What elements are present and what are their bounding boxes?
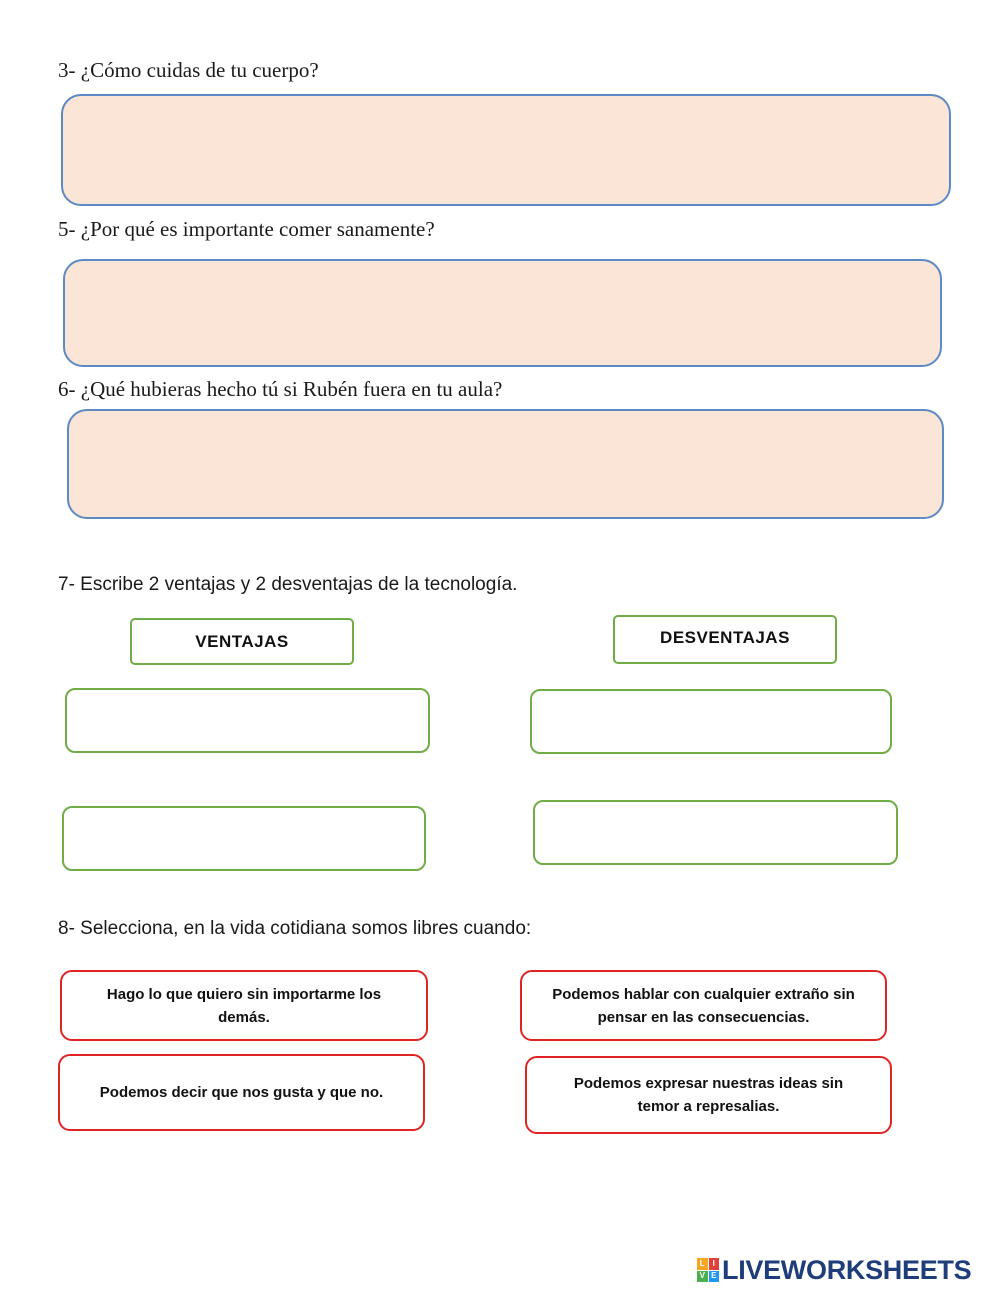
- question-3: 3- ¿Cómo cuidas de tu cuerpo?: [58, 58, 319, 82]
- logo-letter-v: V: [697, 1271, 708, 1283]
- question-5: 5- ¿Por qué es importante comer sanamente?: [58, 217, 435, 241]
- ventajas-header: VENTAJAS: [130, 618, 354, 665]
- ventaja-input-2[interactable]: [62, 806, 426, 871]
- option-2[interactable]: Podemos hablar con cualquier extraño sin pensar en las consecuencias.: [520, 970, 887, 1041]
- option-1[interactable]: Hago lo que quiero sin importarme los demás.: [60, 970, 428, 1041]
- question-8: 8- Selecciona, en la vida cotidiana somos libres cuando:: [58, 918, 532, 939]
- question-7: 7- Escribe 2 ventajas y 2 desventajas de la tecnología.: [58, 574, 518, 595]
- desventaja-input-2[interactable]: [533, 800, 898, 865]
- ventaja-input-1[interactable]: [65, 688, 430, 753]
- liveworksheets-logo: [697, 1254, 971, 1286]
- answer-box-3[interactable]: [61, 94, 951, 206]
- answer-box-6[interactable]: [67, 409, 944, 519]
- question-6: 6- ¿Qué hubieras hecho tú si Rubén fuera en tu aula?: [58, 377, 503, 401]
- logo-letter-e: E: [709, 1271, 720, 1283]
- desventaja-input-1[interactable]: [530, 689, 892, 754]
- option-3[interactable]: Podemos decir que nos gusta y que no.: [58, 1054, 425, 1131]
- option-4[interactable]: Podemos expresar nuestras ideas sin temor a represalias.: [525, 1056, 892, 1134]
- logo-grid-icon: [697, 1258, 719, 1282]
- logo-letter-l: L: [697, 1258, 708, 1270]
- answer-box-5[interactable]: [63, 259, 942, 367]
- logo-text: LIVEWORKSHEETS: [722, 1254, 972, 1285]
- desventajas-header: DESVENTAJAS: [613, 615, 837, 664]
- logo-letter-i: I: [709, 1258, 720, 1270]
